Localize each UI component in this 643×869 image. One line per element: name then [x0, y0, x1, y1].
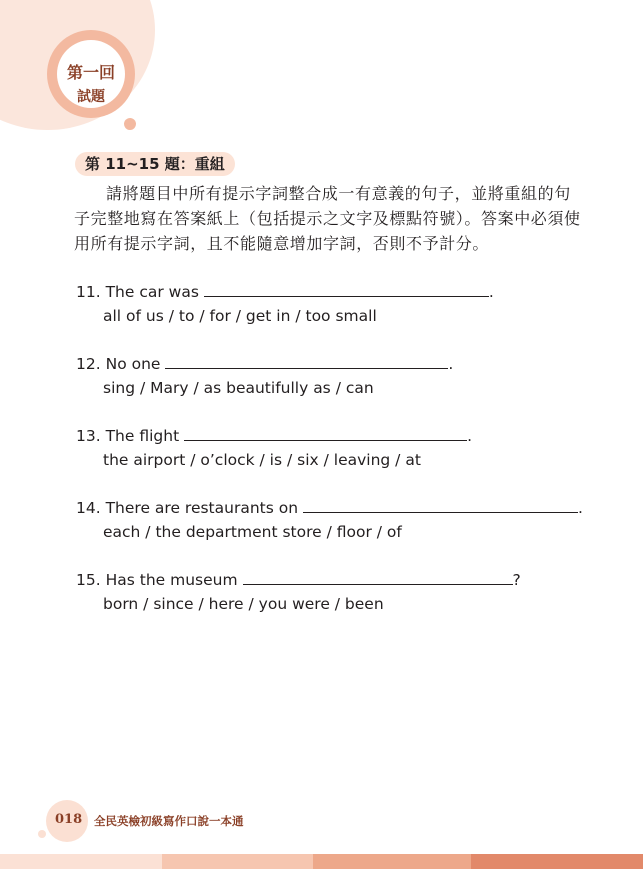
footer-dot-decoration [38, 830, 46, 838]
section-heading: 第 11~15 題：重組 [75, 152, 235, 176]
question-11 [76, 280, 586, 352]
question-number: 15. [76, 571, 101, 589]
question-end-punctuation: . [448, 355, 454, 373]
question-hint: each / the department store / floor / of [103, 523, 402, 541]
question-end-punctuation: . [467, 427, 473, 445]
answer-blank[interactable] [243, 570, 513, 585]
question-hint: the airport / o’clock / is / six / leaving / at [103, 451, 421, 469]
question-hint: born / since / here / you were / been [103, 595, 384, 613]
answer-blank[interactable] [204, 282, 489, 297]
question-stem: No one [105, 355, 161, 373]
question-stem: There are restaurants on [105, 499, 299, 517]
question-stem: The flight [105, 427, 180, 445]
footer-stripe [471, 854, 643, 869]
question-13 [76, 424, 586, 496]
badge-dot-decoration [124, 118, 136, 130]
footer-stripe [313, 854, 471, 869]
footer-stripe [162, 854, 313, 869]
question-end-punctuation: . [488, 283, 494, 301]
question-list [76, 280, 586, 640]
question-hint: sing / Mary / as beautifully as / can [103, 379, 374, 397]
question-number: 13. [76, 427, 101, 445]
answer-blank[interactable] [165, 354, 448, 369]
question-number: 14. [76, 499, 101, 517]
question-end-punctuation: ? [512, 571, 521, 589]
question-number: 12. [76, 355, 101, 373]
badge-round-label: 第一回 [66, 63, 115, 82]
question-end-punctuation: . [577, 499, 583, 517]
answer-blank[interactable] [303, 498, 578, 513]
instructions-paragraph: 請將題目中所有提示字詞整合成一有意義的句子，並將重組的句子完整地寫在答案紙上（包括提示之文字及標點符號）。答案中必須使用所有提示字詞，且不能隨意增加字詞，否則不予計分。 [74, 184, 581, 253]
question-12 [76, 352, 586, 424]
answer-blank[interactable] [184, 426, 467, 441]
question-stem: Has the museum [105, 571, 238, 589]
question-hint: all of us / to / for / get in / too small [103, 307, 377, 325]
badge-test-label: 試題 [77, 89, 105, 105]
question-15 [76, 568, 586, 640]
book-title: 全民英檢初級寫作口說一本通 [94, 814, 244, 828]
footer-stripe [0, 854, 162, 869]
question-number: 11. [76, 283, 101, 301]
question-14 [76, 496, 586, 568]
page-number: 018 [55, 812, 83, 827]
question-stem: The car was [105, 283, 199, 301]
